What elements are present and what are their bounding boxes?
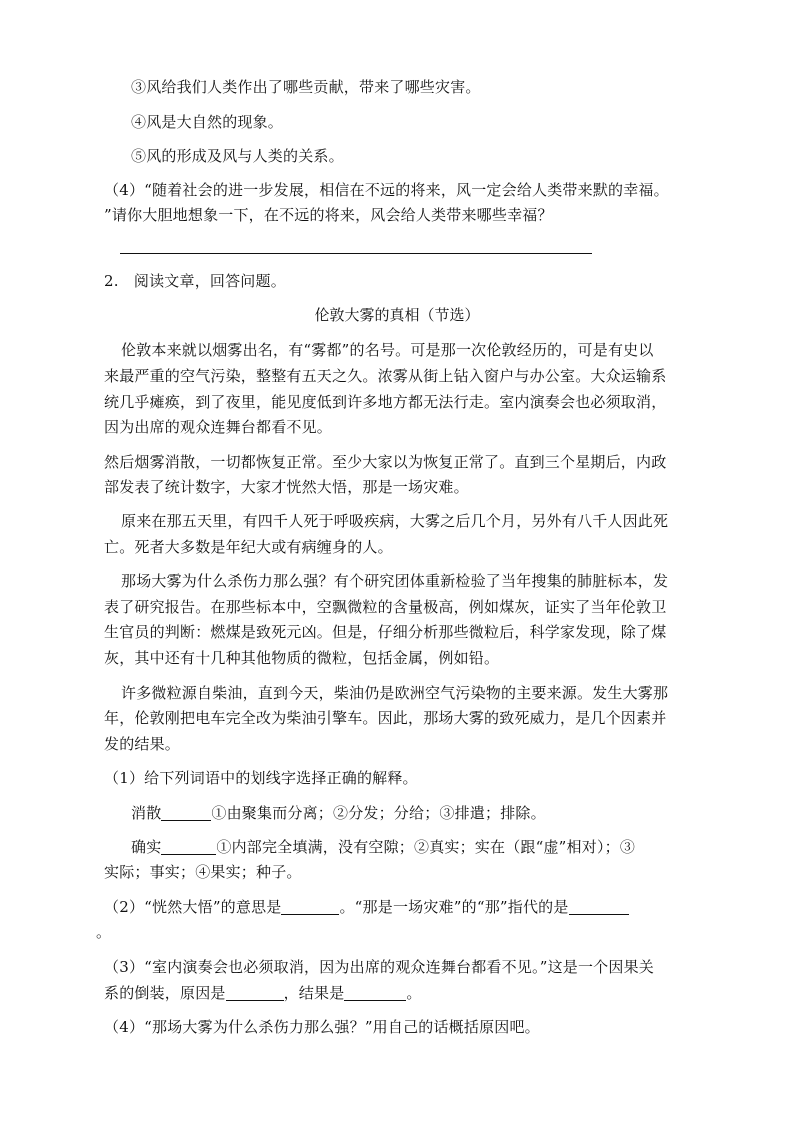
subquestion-2-end: 。 [96, 923, 112, 941]
subquestion-3-line-2 [104, 983, 422, 1003]
paragraph-line: 表了研究报告。在那些标本中，空飘微粒的含量极高，例如煤灰，证实了当年伦敦卫 [104, 598, 667, 616]
paragraph-line: 亡。死者大多数是年纪大或有病缠身的人。 [104, 538, 393, 556]
paragraph-line: 许多微粒源自柴油，直到今天，柴油仍是欧洲空气污染物的主要来源。发生大雾那 [121, 684, 669, 702]
paragraph-line: 来最严重的空气污染，整整有五天之久。浓雾从街上钻入窗户与办公室。大众运输系 [104, 367, 667, 385]
option-4: ④风是大自然的现象。 [131, 113, 284, 131]
subquestion-1: （1）给下列词语中的划线字选择正确的解释。 [104, 769, 418, 787]
word-item-2 [131, 837, 635, 857]
subquestion-3-text-b: 系的倒装，原因是 [104, 984, 226, 1002]
question-4-line-2: ”请你大胆地想象一下，在不远的将来，风会给人类带来哪些幸福？ [104, 206, 553, 224]
paragraph-line: 因为出席的观众连舞台都看不见。 [104, 418, 333, 436]
subquestion-3-text-c: ，结果是 [283, 984, 345, 1002]
word-item-1 [131, 803, 546, 823]
definition-2-cont: 实际；事实；④果实；种子。 [104, 863, 302, 881]
blank[interactable] [344, 985, 406, 1001]
word-queshi: 确实 [131, 838, 162, 856]
blank[interactable] [161, 839, 216, 855]
paragraph-line: 那场大雾为什么杀伤力那么强？有个研究团体重新检验了当年搜集的肺脏标本，发 [121, 572, 669, 590]
blank[interactable] [569, 899, 629, 915]
definition-1: ①由聚集而分离；②分发；分给；③排遣；排除。 [211, 804, 546, 822]
question-2-intro: 2. 阅读文章，回答问题。 [104, 272, 286, 290]
paragraph-line: 统几乎瘫痪，到了夜里，能见度低到许多地方都无法行走。室内演奏会也必须取消， [104, 393, 667, 411]
paragraph-line: 原来在那五天里，有四千人死于呼吸疾病，大雾之后几个月，另外有八千人因此死 [121, 512, 669, 530]
option-5: ⑤风的形成及风与人类的关系。 [131, 147, 344, 165]
paragraph-line: 伦敦本来就以烟雾出名，有“雾都”的名号。可是那一次伦敦经历的，可是有史以 [121, 341, 654, 359]
paragraph-line: 发的结果。 [104, 735, 181, 753]
subquestion-2-text-b: 。“那是一场灾难”的“那”指代的是 [339, 898, 569, 916]
question-4-line-1: （4）“随着社会的进一步发展，相信在不远的将来，风一定会给人类带来默的幸福。 [104, 181, 669, 199]
definition-2: ①内部完全填满，没有空隙；②真实；实在（跟“虚”相对）；③ [216, 838, 636, 856]
answer-line[interactable] [120, 253, 592, 254]
subquestion-2-text-a: （2）“恍然大悟”的意思是 [104, 898, 282, 916]
paragraph-line: 然后烟雾消散，一切都恢复正常。至少大家以为恢复正常了。直到三个星期后，内政 [104, 453, 667, 471]
option-3: ③风给我们人类作出了哪些贡献，带来了哪些灾害。 [131, 78, 481, 96]
subquestion-3-text-d: 。 [406, 984, 422, 1002]
subquestion-3-line-1: （3）“室内演奏会也必须取消，因为出席的观众连舞台都看不见。”这是一个因果关 [104, 958, 654, 976]
paragraph-line: 年，伦敦刚把电车完全改为柴油引擎车。因此，那场大雾的致死威力，是几个因素并 [104, 709, 667, 727]
paragraph-line: 灰，其中还有十几种其他物质的微粒，包括金属，例如铅。 [104, 649, 500, 667]
blank[interactable] [281, 899, 339, 915]
subquestion-4: （4）“那场大雾为什么杀伤力那么强？”用自己的话概括原因吧。 [104, 1018, 540, 1036]
paragraph-line: 部发表了统计数字，大家才恍然大悟，那是一场灾难。 [104, 478, 469, 496]
blank[interactable] [226, 985, 284, 1001]
word-xiaosan: 消散 [131, 804, 162, 822]
subquestion-2 [104, 897, 629, 917]
article-title: 伦敦大雾的真相（节选） [314, 306, 480, 324]
blank[interactable] [161, 805, 211, 821]
paragraph-line: 生官员的判断：燃煤是致死元凶。但是，仔细分析那些微粒后，科学家发现，除了煤 [104, 623, 667, 641]
